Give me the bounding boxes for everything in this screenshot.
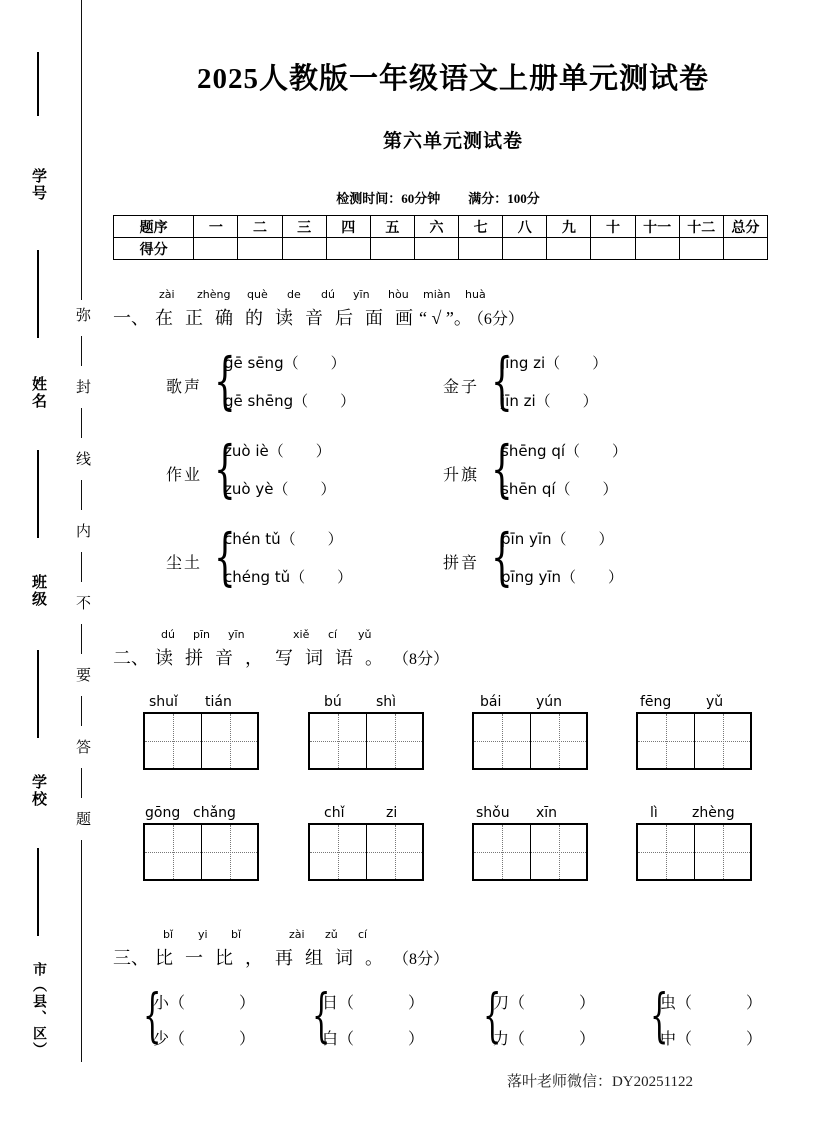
choice-word: 拼音 — [443, 555, 480, 572]
pair-row-a[interactable]: 小（ ） — [153, 995, 256, 1012]
choice-word: 歌声 — [166, 379, 203, 396]
page-subtitle: 第六单元测试卷 — [382, 131, 523, 152]
score-cell-6[interactable] — [414, 238, 458, 260]
score-col-12: 十二 — [679, 216, 723, 238]
score-cell-5[interactable] — [370, 238, 414, 260]
pinyin-zu: zǔ — [325, 928, 338, 941]
section-2-heading — [113, 628, 449, 670]
pinyin-hou: hòu — [388, 288, 409, 301]
choice-option-a[interactable]: jīng zi（ ） — [501, 354, 608, 372]
tianzige-cell[interactable] — [145, 825, 201, 879]
seal-divider-line — [37, 250, 39, 338]
section-2-char-4: 写 — [275, 648, 293, 668]
seal-vertical-line — [81, 336, 82, 366]
pinyin-a: bú — [324, 694, 342, 710]
section-2-char-6: 语 — [335, 648, 353, 668]
pinyin-du: dú — [321, 288, 335, 301]
pinyin-b: zi — [386, 805, 398, 821]
tianzige-cell[interactable] — [310, 714, 366, 768]
score-col-1: 一 — [194, 216, 238, 238]
pair-row-b[interactable]: 少（ ） — [153, 1031, 256, 1048]
tianzige-grid[interactable] — [636, 712, 752, 770]
tianzige-pinyin — [143, 694, 259, 712]
brace-icon: { — [650, 981, 669, 1049]
score-col-9: 九 — [547, 216, 591, 238]
seal-outer-column — [18, 0, 58, 1122]
tianzige-grid[interactable] — [472, 712, 588, 770]
seal-divider-line — [37, 52, 39, 116]
section-1-char-3: 的 — [245, 308, 263, 328]
tianzige-pinyin — [636, 694, 752, 712]
tianzige-group-baiyun — [472, 694, 588, 770]
score-cell-11[interactable] — [635, 238, 679, 260]
pinyin-yin: yīn — [353, 288, 370, 301]
section-3-char-3: ， — [245, 948, 263, 968]
pinyin-a: bái — [480, 694, 502, 710]
score-col-4: 四 — [326, 216, 370, 238]
tianzige-group-shuitian — [143, 694, 259, 770]
section-1-points: （6分） — [475, 311, 524, 328]
pinyin-b: xīn — [536, 805, 558, 821]
seal-vertical-line — [81, 624, 82, 654]
brace-icon: { — [483, 981, 502, 1049]
tianzige-cell[interactable] — [310, 825, 366, 879]
seal-inner-column — [62, 0, 102, 1122]
score-col-2: 二 — [238, 216, 282, 238]
section-1-index: 一、 — [113, 308, 149, 328]
pinyin-pin: pīn — [193, 628, 211, 641]
choice-option-a[interactable]: gē sēng（ ） — [224, 354, 346, 372]
section-1-char-6: 后 — [335, 308, 353, 328]
tianzige-grid[interactable] — [308, 823, 424, 881]
tianzige-cell[interactable] — [474, 825, 530, 879]
seal-char-xian: 线 — [74, 450, 90, 468]
pinyin-bi: bǐ — [163, 928, 174, 941]
tianzige-cell[interactable] — [638, 714, 694, 768]
pinyin-a: lì — [650, 805, 658, 821]
pinyin-b: yún — [536, 694, 563, 710]
choice-option-a[interactable]: pīn yīn（ ） — [501, 530, 614, 548]
tianzige-pinyin — [636, 805, 752, 823]
section-1-char-5: 音 — [305, 308, 323, 328]
seal-label-class: 班级 — [30, 574, 46, 608]
exam-total-score-label: 满分：100分 — [468, 191, 540, 206]
tianzige-pinyin — [308, 805, 424, 823]
section-1-char-4: 读 — [275, 308, 293, 328]
pair-row-a[interactable]: 刀（ ） — [493, 995, 596, 1012]
section-3-char-1: 一 — [185, 948, 203, 968]
seal-label-school: 学校 — [30, 774, 46, 808]
tianzige-group-fengyu — [636, 694, 752, 770]
score-col-3: 三 — [282, 216, 326, 238]
section-2-index: 二、 — [113, 648, 149, 668]
section-1-suffix: “ √ ”。 — [419, 308, 472, 328]
tianzige-grid[interactable] — [308, 712, 424, 770]
choice-option-a[interactable]: shēng qí（ ） — [501, 442, 628, 460]
choice-option-b[interactable]: jīn zi（ ） — [501, 392, 598, 410]
score-cell-3[interactable] — [282, 238, 326, 260]
choice-option-b[interactable]: pīng yīn（ ） — [501, 568, 624, 586]
section-3-char-7: 。 — [365, 948, 383, 968]
choice-option-b[interactable]: zuò yè（ ） — [224, 480, 336, 498]
tianzige-cell[interactable] — [694, 825, 750, 879]
seal-label-name: 姓名 — [30, 376, 46, 410]
seal-char-da: 答 — [74, 738, 90, 756]
tianzige-pinyin — [472, 805, 588, 823]
seal-char-nei: 内 — [74, 522, 90, 540]
tianzige-grid[interactable] — [472, 823, 588, 881]
footer-watermark: 落叶老师微信：DY20251122 — [506, 1074, 694, 1090]
section-3-pinyin-row — [113, 928, 449, 944]
tianzige-group-shouxin — [472, 805, 588, 881]
table-row-score — [114, 238, 768, 260]
choice-word: 升旗 — [443, 467, 480, 484]
score-cell-10[interactable] — [591, 238, 635, 260]
pinyin-bi2: bǐ — [231, 928, 242, 941]
section-1-char-8: 画 — [395, 308, 413, 328]
tianzige-grid[interactable] — [143, 712, 259, 770]
section-1-title-row — [113, 304, 524, 330]
section-3-char-5: 组 — [305, 948, 323, 968]
pinyin-yi: yi — [198, 928, 208, 941]
section-3-char-2: 比 — [215, 948, 233, 968]
pinyin-a: shuǐ — [149, 694, 178, 710]
section-1-char-0: 在 — [155, 308, 173, 328]
tianzige-group-lizheng — [636, 805, 752, 881]
choice-option-a[interactable]: zuò iè（ ） — [224, 442, 331, 460]
exam-duration-label: 检测时间：60分钟 — [336, 191, 441, 206]
pair-row-a[interactable]: 虫（ ） — [660, 995, 763, 1012]
pair-row-b[interactable]: 中（ ） — [660, 1031, 763, 1048]
pinyin-b: tián — [205, 694, 232, 710]
tianzige-cell[interactable] — [366, 825, 422, 879]
pinyin-xie: xiě — [293, 628, 310, 641]
tianzige-cell[interactable] — [201, 714, 257, 768]
seal-vertical-line — [81, 768, 82, 798]
tianzige-cell[interactable] — [694, 714, 750, 768]
seal-char-bu: 不 — [74, 594, 90, 612]
pinyin-que: què — [247, 288, 268, 301]
tianzige-pinyin — [308, 694, 424, 712]
section-3-title-row — [113, 944, 449, 970]
section-2-char-1: 拼 — [185, 648, 203, 668]
section-1-char-1: 正 — [185, 308, 203, 328]
tianzige-cell[interactable] — [366, 714, 422, 768]
brace-icon: { — [143, 981, 162, 1049]
section-1-char-2: 确 — [215, 308, 233, 328]
seal-vertical-line — [81, 552, 82, 582]
section-2-title-row — [113, 644, 449, 670]
pinyin-a: chǐ — [324, 805, 345, 821]
tianzige-cell[interactable] — [638, 825, 694, 879]
seal-label-student-id: 学号 — [30, 168, 46, 202]
tianzige-cell[interactable] — [530, 825, 586, 879]
choice-option-b[interactable]: gē shēng（ ） — [224, 392, 356, 410]
section-2-char-2: 音 — [215, 648, 233, 668]
score-cell-4[interactable] — [326, 238, 370, 260]
seal-vertical-line — [81, 408, 82, 438]
tianzige-grid[interactable] — [143, 823, 259, 881]
score-cell-7[interactable] — [459, 238, 503, 260]
pinyin-yu: yǔ — [358, 628, 372, 641]
pinyin-yin: yīn — [228, 628, 245, 641]
page-title: 2025人教版一年级语文上册单元测试卷 — [196, 63, 709, 95]
seal-char-yao: 要 — [74, 666, 90, 684]
tianzige-cell[interactable] — [145, 714, 201, 768]
score-col-7: 七 — [459, 216, 503, 238]
brace-icon: { — [491, 344, 513, 417]
pinyin-a: fēng — [640, 694, 672, 710]
tianzige-pinyin — [472, 694, 588, 712]
tianzige-cell[interactable] — [530, 714, 586, 768]
section-2-char-3: ， — [245, 648, 263, 668]
seal-char-mi: 弥 — [74, 306, 90, 324]
seal-label-city-district: 市（县、区） — [31, 962, 46, 1058]
section-3-char-0: 比 — [155, 948, 173, 968]
section-3-char-4: 再 — [275, 948, 293, 968]
score-cell-9[interactable] — [547, 238, 591, 260]
brace-icon: { — [214, 344, 236, 417]
brace-icon: { — [214, 520, 236, 593]
section-1-char-7: 面 — [365, 308, 383, 328]
score-col-11: 十一 — [635, 216, 679, 238]
pinyin-de: de — [287, 288, 301, 301]
section-3-heading — [113, 928, 449, 970]
pinyin-mian: miàn — [423, 288, 451, 301]
seal-divider-line — [37, 848, 39, 936]
choice-word: 作业 — [166, 467, 203, 484]
seal-vertical-line — [81, 0, 82, 300]
choice-word: 尘土 — [166, 555, 203, 572]
pinyin-hua: huà — [465, 288, 486, 301]
pinyin-b: chǎng — [193, 805, 236, 821]
score-cell-2[interactable] — [238, 238, 282, 260]
seal-vertical-line — [81, 840, 82, 1062]
section-3-char-6: 词 — [335, 948, 353, 968]
pinyin-zai: zài — [159, 288, 175, 301]
tianzige-cell[interactable] — [474, 714, 530, 768]
seal-divider-line — [37, 450, 39, 538]
choice-option-b[interactable]: chéng tǔ（ ） — [224, 568, 353, 586]
score-cell-total[interactable] — [723, 238, 767, 260]
tianzige-pinyin — [143, 805, 259, 823]
table-row-question-index — [114, 216, 768, 238]
tianzige-group-bushi — [308, 694, 424, 770]
pair-row-b[interactable]: 力（ ） — [493, 1031, 596, 1048]
section-3-index: 三、 — [113, 948, 149, 968]
score-col-8: 八 — [503, 216, 547, 238]
score-table-header-question: 题序 — [114, 216, 194, 238]
seal-vertical-line — [81, 696, 82, 726]
section-3-points: （8分） — [393, 951, 450, 968]
score-col-10: 十 — [591, 216, 635, 238]
exam-info-line — [108, 188, 768, 207]
choice-option-a[interactable]: chén tǔ（ ） — [224, 530, 343, 548]
score-table — [113, 215, 768, 260]
pinyin-zai: zài — [289, 928, 305, 941]
score-col-total: 总分 — [723, 216, 767, 238]
pinyin-zheng: zhèng — [197, 288, 231, 301]
pinyin-ci: cí — [358, 928, 368, 941]
score-cell-1[interactable] — [194, 238, 238, 260]
score-col-6: 六 — [414, 216, 458, 238]
pinyin-ci: cí — [328, 628, 338, 641]
pair-row-a[interactable]: 日（ ） — [322, 995, 425, 1012]
seal-vertical-line — [81, 480, 82, 510]
pinyin-du: dú — [161, 628, 175, 641]
section-2-char-5: 词 — [305, 648, 323, 668]
section-2-pinyin-row — [113, 628, 449, 644]
section-2-char-7: 。 — [365, 648, 383, 668]
pinyin-a: gōng — [145, 805, 181, 821]
score-cell-12[interactable] — [679, 238, 723, 260]
seal-divider-line — [37, 650, 39, 738]
seal-char-feng: 封 — [74, 378, 90, 396]
score-cell-8[interactable] — [503, 238, 547, 260]
section-1-pinyin-row — [113, 288, 524, 304]
section-2-char-0: 读 — [155, 648, 173, 668]
pinyin-b: yǔ — [706, 694, 724, 710]
choice-option-b[interactable]: shēn qí（ ） — [501, 480, 618, 498]
brace-icon: { — [491, 432, 513, 505]
seal-margin — [0, 0, 108, 1122]
tianzige-group-chizi — [308, 805, 424, 881]
section-2-points: （8分） — [393, 651, 450, 668]
pinyin-b: shì — [376, 694, 397, 710]
tianzige-grid[interactable] — [636, 823, 752, 881]
brace-icon: { — [491, 520, 513, 593]
tianzige-cell[interactable] — [201, 825, 257, 879]
section-1-heading — [113, 288, 524, 330]
pinyin-a: shǒu — [476, 805, 510, 821]
pair-row-b[interactable]: 白（ ） — [322, 1031, 425, 1048]
score-table-header-score: 得分 — [114, 238, 194, 260]
tianzige-group-gongchang — [143, 805, 259, 881]
brace-icon: { — [312, 981, 331, 1049]
choice-word: 金子 — [443, 379, 480, 396]
seal-char-ti: 题 — [74, 810, 90, 828]
brace-icon: { — [214, 432, 236, 505]
score-col-5: 五 — [370, 216, 414, 238]
pinyin-b: zhèng — [692, 805, 735, 821]
